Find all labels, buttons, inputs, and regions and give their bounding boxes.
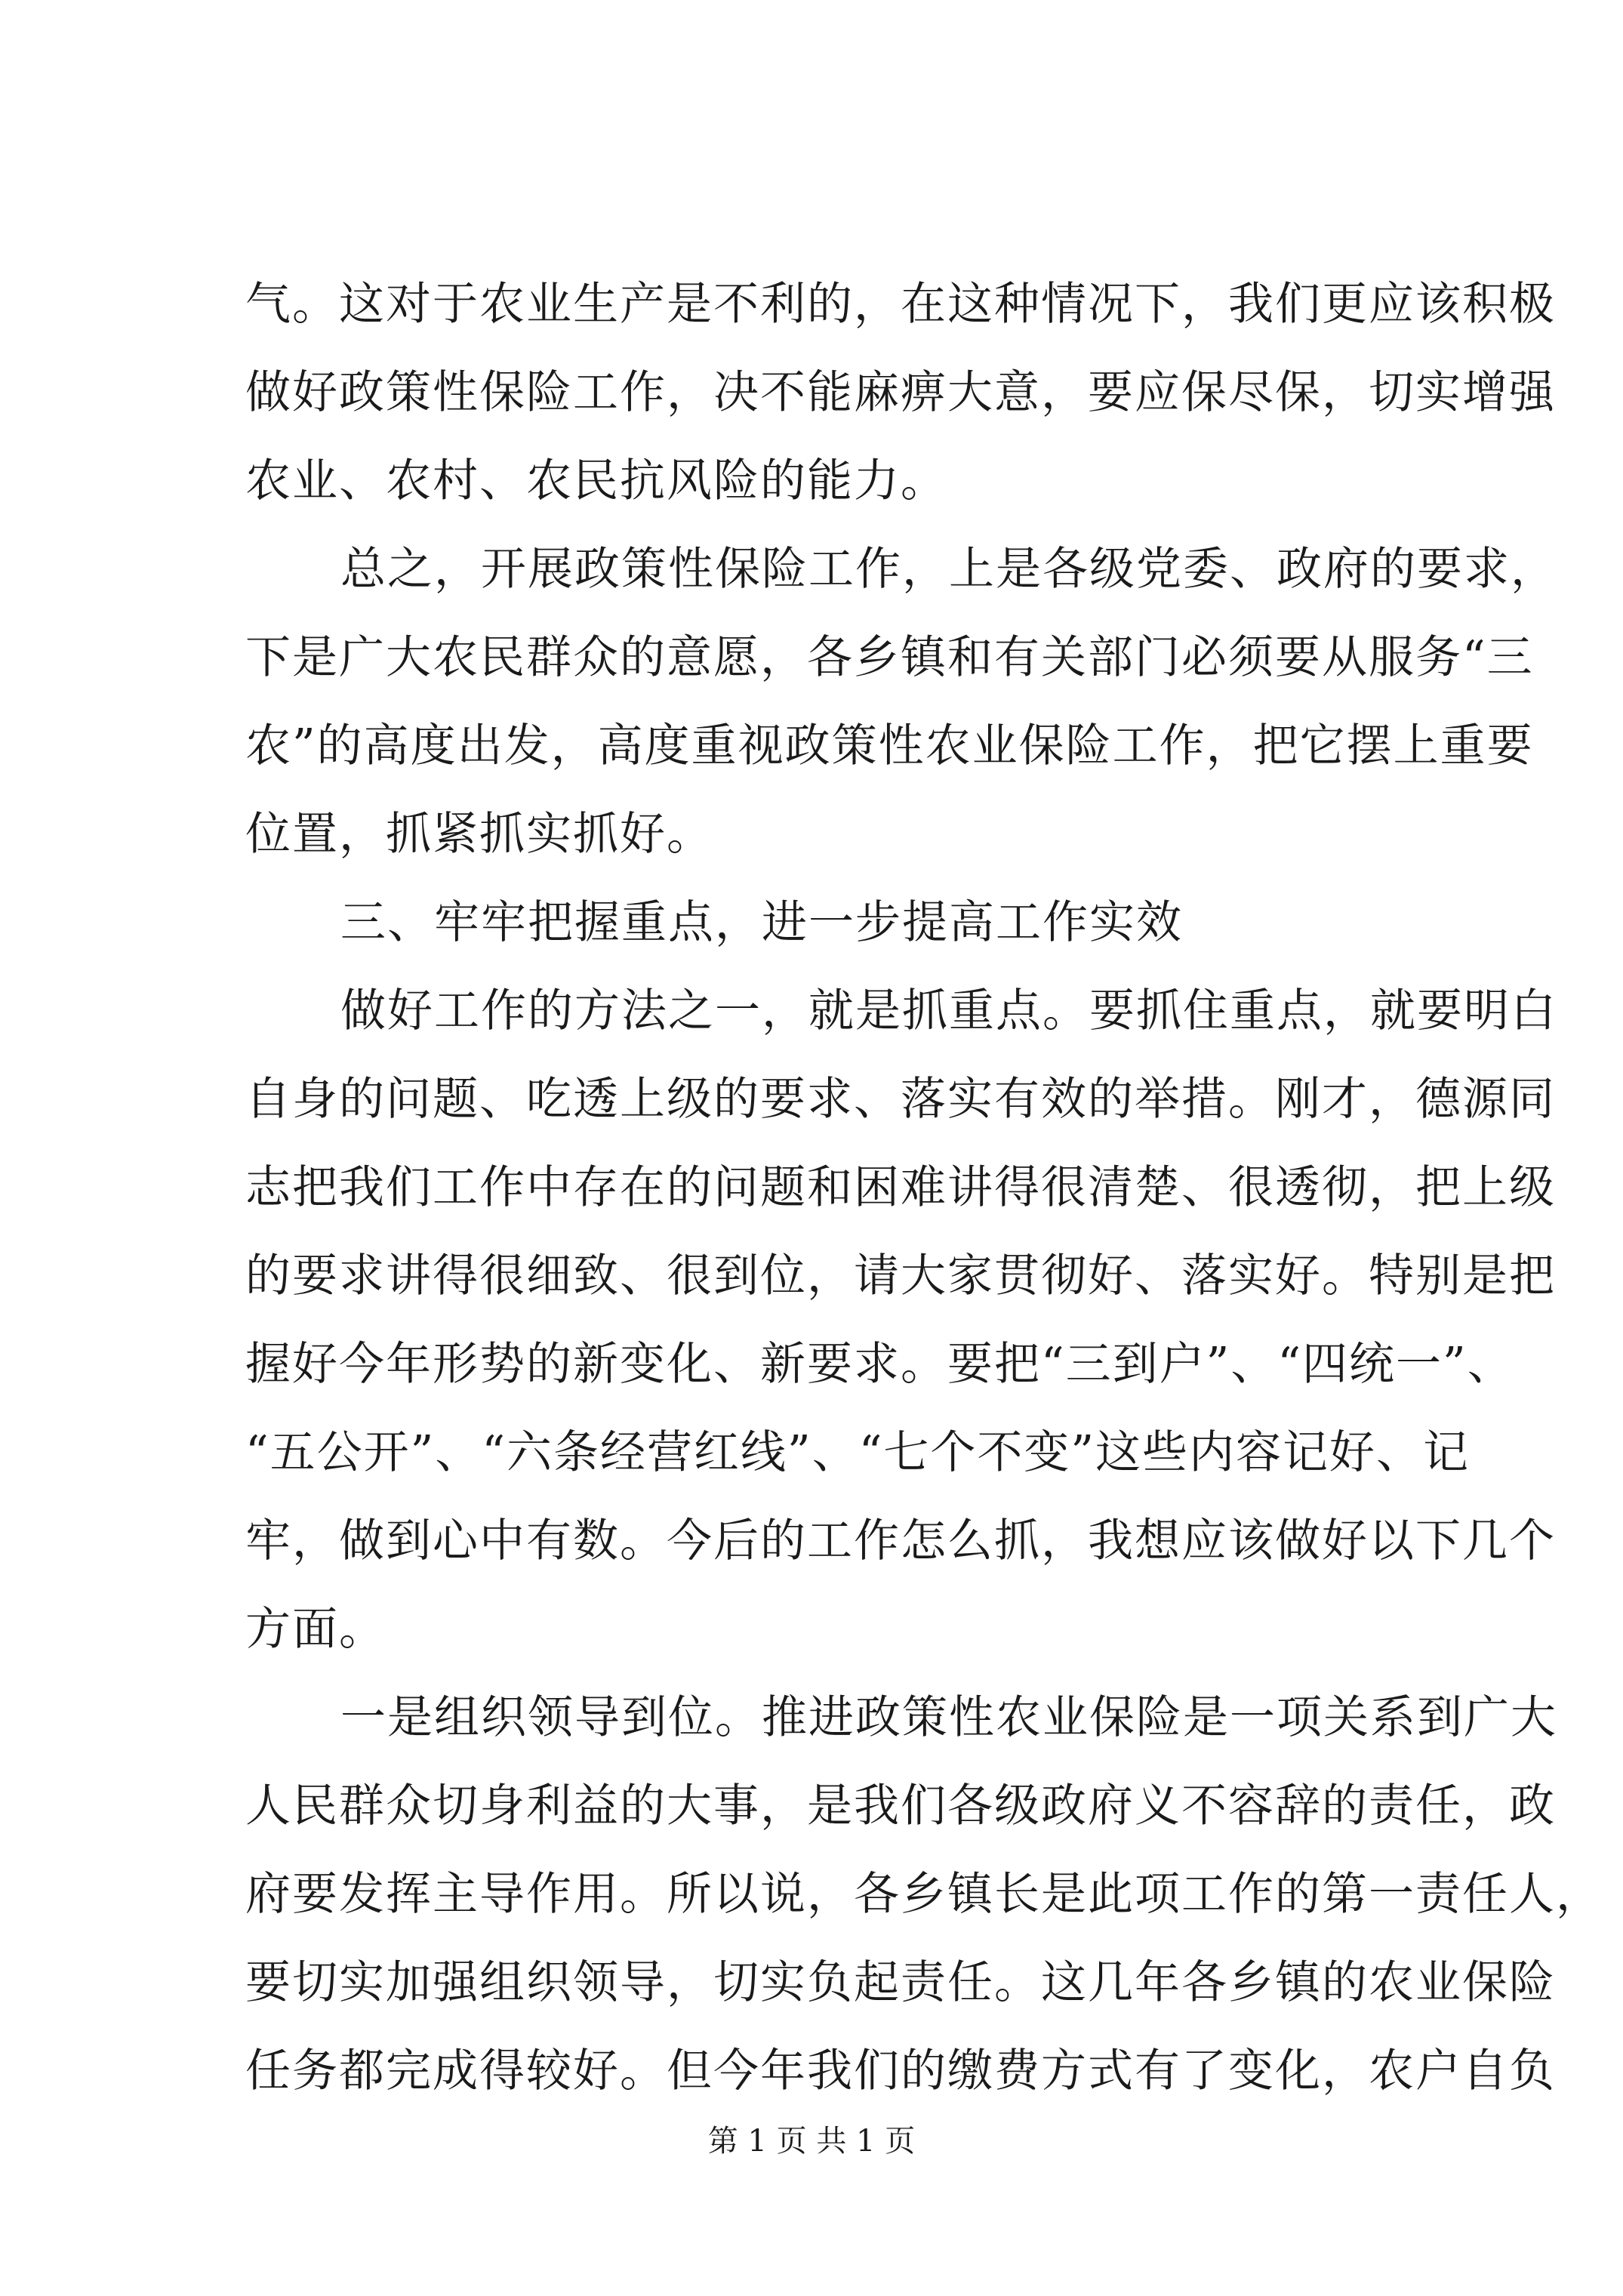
text-line: 农业、农村、农民抗风险的能力。 xyxy=(245,455,947,507)
paragraph-first-line: 做好工作的方法之一，就是抓重点。要抓住重点，就要明白 xyxy=(340,985,1557,1037)
paragraph-first-line: 总之，开展政策性保险工作，上是各级党委、政府的要求， xyxy=(340,543,1557,596)
text-line: “五公开”、“六条经营红线”、“七个不变”这些内容记好、记 xyxy=(245,1426,1471,1479)
text-line: 做好政策性保险工作，决不能麻痹大意，要应保尽保，切实增强 xyxy=(245,366,1556,419)
text-line: 下是广大农民群众的意愿，各乡镇和有关部门必须要从服务“三 xyxy=(245,631,1534,684)
paragraph-first-line: 一是组织领导到位。推进政策性农业保险是一项关系到广大 xyxy=(340,1691,1557,1744)
text-line: 自身的问题、吃透上级的要求、落实有效的举措。刚才，德源同 xyxy=(245,1073,1556,1126)
text-line: 的要求讲得很细致、很到位，请大家贯彻好、落实好。特别是把 xyxy=(245,1250,1556,1302)
page-footer: 第 1 页 共 1 页 xyxy=(707,2124,916,2159)
text-line: 志把我们工作中存在的问题和困难讲得很清楚、很透彻，把上级 xyxy=(245,1161,1556,1214)
text-line: 府要发挥主导作用。所以说，各乡镇长是此项工作的第一责任人， xyxy=(245,1868,1603,1921)
text-line: 位置，抓紧抓实抓好。 xyxy=(245,808,713,861)
text-line: 人民群众切身利益的大事，是我们各级政府义不容辞的责任，政 xyxy=(245,1780,1556,1832)
text-line: 牢，做到心中有数。今后的工作怎么抓，我想应该做好以下几个 xyxy=(245,1515,1556,1567)
text-line: 方面。 xyxy=(245,1603,386,1656)
text-line: 握好今年形势的新变化、新要求。要把“三到户”、“四统一”、 xyxy=(245,1338,1514,1391)
text-line: 农”的高度出发，高度重视政策性农业保险工作，把它摆上重要 xyxy=(245,720,1534,772)
text-line: 气。这对于农业生产是不利的，在这种情况下，我们更应该积极 xyxy=(245,278,1556,331)
document-body xyxy=(245,260,1603,2116)
text-line: 任务都完成得较好。但今年我们的缴费方式有了变化，农户自负 xyxy=(245,2045,1556,2097)
text-line: 要切实加强组织领导，切实负起责任。这几年各乡镇的农业保险 xyxy=(245,1956,1556,2009)
section-heading: 三、牢牢把握重点，进一步提高工作实效 xyxy=(340,896,1183,949)
